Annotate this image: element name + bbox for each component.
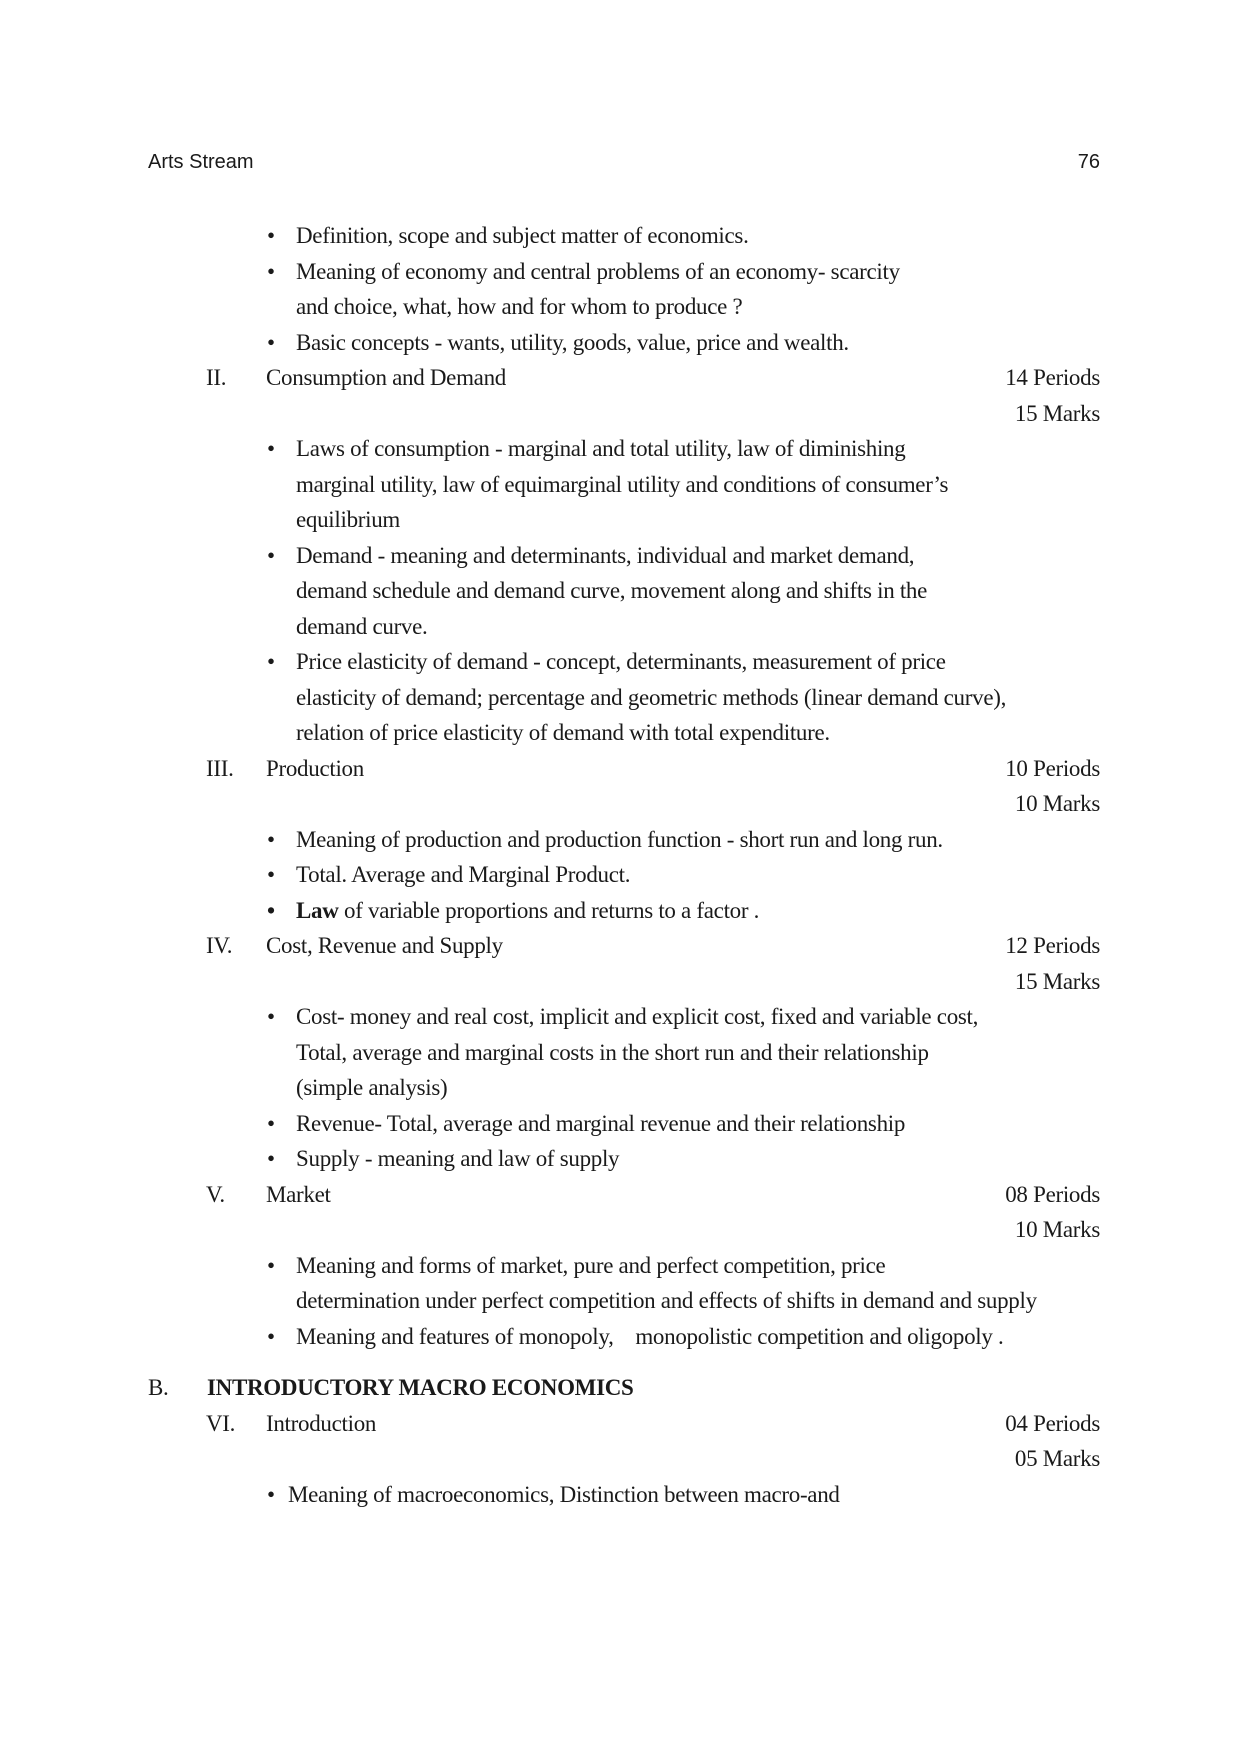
list-item: • Meaning and features of monopoly, monopolistic competition and oligopoly .	[0, 1319, 1240, 1355]
bullet-icon: •	[267, 1110, 275, 1136]
list-item: • Revenue- Total, average and marginal revenue and their relationship	[0, 1106, 1240, 1142]
bullet-icon: •	[267, 1252, 275, 1278]
bullet-icon: •	[267, 1004, 275, 1029]
part-title: INTRODUCTORY MACRO ECONOMICS	[207, 1375, 634, 1400]
section-title: Introduction	[266, 1410, 377, 1436]
bullet-icon: •	[267, 1481, 275, 1507]
bullet-icon: •	[267, 329, 275, 355]
list-item-continuation: and choice, what, how and for whom to produce ?	[296, 294, 743, 319]
section-title: Consumption and Demand	[266, 365, 506, 390]
section-number: V.	[206, 1181, 225, 1207]
list-item-continuation: equilibrium	[296, 507, 401, 532]
list-item: • Law of variable proportions and returns to a factor .	[0, 893, 1240, 929]
section-marks-row	[0, 1212, 1240, 1248]
list-item: • Meaning and forms of market, pure and perfect competition, price	[0, 1248, 1240, 1284]
list-item: • Total. Average and Marginal Product.	[0, 857, 1240, 893]
list-item-continuation: (simple analysis)	[296, 1075, 448, 1100]
page-number: 76	[1077, 151, 1100, 173]
list-item: • Meaning of economy and central problems of an economy- scarcity	[0, 254, 1240, 290]
section-heading	[0, 1406, 1240, 1442]
list-item: • Laws of consumption - marginal and total utility, law of diminishing	[0, 431, 1240, 467]
spacer	[0, 1354, 1240, 1370]
list-item: • Meaning of production and production function - short run and long run.	[0, 822, 1240, 858]
list-item-continuation: relation of price elasticity of demand with total expenditure.	[296, 720, 830, 745]
list-item: • Basic concepts - wants, utility, goods, value, price and wealth.	[0, 325, 1240, 361]
bullet-icon: •	[267, 436, 275, 461]
section-number: IV.	[206, 933, 233, 958]
section-marks-row	[0, 786, 1240, 822]
section-marks: 10 Marks	[1014, 791, 1100, 816]
list-item-continuation: Total, average and marginal costs in the short run and their relationship	[296, 1039, 929, 1065]
bullet-icon: •	[267, 649, 275, 674]
section-number: III.	[206, 755, 234, 781]
running-head: Arts Stream	[148, 151, 254, 173]
section-periods: 10 Periods	[1005, 755, 1100, 781]
bullet-icon: •	[267, 897, 275, 923]
section-marks: 10 Marks	[1014, 1217, 1100, 1242]
bullet-icon: •	[267, 826, 275, 852]
bullet-icon: •	[267, 862, 275, 887]
bullet-icon: •	[267, 542, 275, 568]
syllabus-content	[0, 218, 1240, 1512]
section-periods: 04 Periods	[1005, 1410, 1100, 1436]
section-marks-row	[0, 964, 1240, 1000]
section-marks-row	[0, 1441, 1240, 1477]
section-marks: 15 Marks	[1014, 400, 1100, 426]
bold-term: Law	[296, 897, 339, 923]
section-heading	[0, 928, 1240, 964]
section-marks: 05 Marks	[1014, 1446, 1100, 1471]
section-title: Cost, Revenue and Supply	[266, 933, 503, 958]
list-item-continuation: marginal utility, law of equimarginal utility and conditions of consumer’s	[296, 471, 949, 497]
section-periods: 14 Periods	[1005, 365, 1100, 390]
bullet-icon: •	[267, 223, 275, 248]
section-number: VI.	[206, 1410, 236, 1436]
section-number: II.	[206, 365, 227, 390]
list-item: • Supply - meaning and law of supply	[0, 1141, 1240, 1177]
section-periods: 12 Periods	[1005, 933, 1100, 958]
bullet-icon: •	[267, 1323, 275, 1349]
section-marks-row	[0, 396, 1240, 432]
list-item: • Price elasticity of demand - concept, determinants, measurement of price	[0, 644, 1240, 680]
section-heading	[0, 1177, 1240, 1213]
list-item-continuation: elasticity of demand; percentage and geometric methods (linear demand curve),	[296, 684, 1007, 710]
section-periods: 08 Periods	[1005, 1181, 1100, 1207]
list-item: • Definition, scope and subject matter of economics.	[0, 218, 1240, 254]
list-item-continuation: demand schedule and demand curve, movement along and shifts in the	[296, 578, 928, 603]
list-item-continuation: determination under perfect competition and effects of shifts in demand and supply	[296, 1288, 1037, 1313]
list-item: • Meaning of macroeconomics, Distinction between macro-and	[0, 1477, 1240, 1513]
list-item: • Cost- money and real cost, implicit and explicit cost, fixed and variable cost,	[0, 999, 1240, 1035]
section-heading	[0, 360, 1240, 396]
part-number: B.	[148, 1375, 169, 1400]
section-title: Market	[266, 1181, 331, 1207]
section-heading	[0, 751, 1240, 787]
list-item: • Demand - meaning and determinants, individual and market demand,	[0, 538, 1240, 574]
bullet-icon: •	[267, 258, 275, 284]
part-heading	[0, 1370, 1240, 1406]
section-marks: 15 Marks	[1014, 968, 1100, 994]
section-title: Production	[266, 755, 364, 781]
list-item-continuation: demand curve.	[296, 613, 428, 639]
bullet-icon: •	[267, 1146, 275, 1171]
